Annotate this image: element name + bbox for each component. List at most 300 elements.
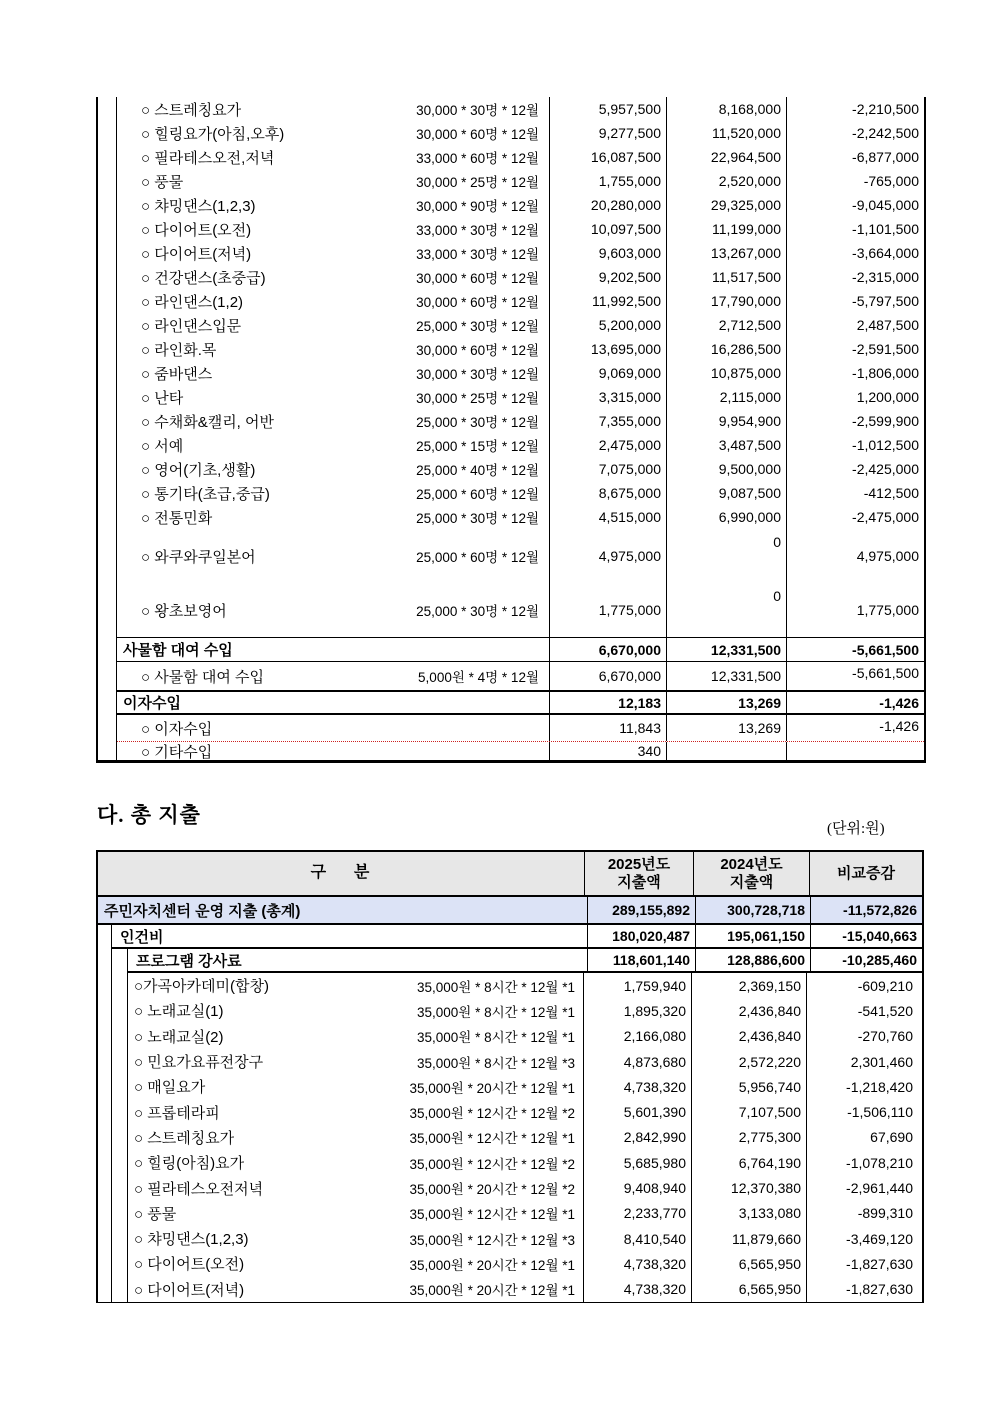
category-cell: [128, 973, 583, 998]
amount-2025: 1,775,000: [549, 583, 666, 637]
indent-cell: [112, 1125, 128, 1150]
amount-2025: 7,075,000: [549, 457, 666, 481]
amount-2025: 4,515,000: [549, 505, 666, 529]
row-body: [117, 637, 924, 662]
indent-cell: [98, 193, 117, 217]
amount-2025: 12,183: [549, 692, 666, 713]
indent-cell: [98, 973, 112, 998]
category-cell: [117, 433, 549, 457]
row-body: [117, 217, 924, 241]
indent-cell: [98, 690, 117, 715]
amount-diff: -2,242,500: [786, 121, 924, 145]
amount-diff: -5,661,500: [786, 638, 924, 661]
indent-cell: [98, 1049, 112, 1074]
amount-2024: 6,990,000: [666, 505, 786, 529]
indent-cell: [112, 1251, 128, 1276]
row-label: ○ 사물함 대여 수입: [141, 668, 264, 686]
indent-cell: [98, 1150, 112, 1175]
amount-diff: [786, 742, 924, 760]
calc-formula: 30,000 * 60명 * 12월: [416, 295, 539, 310]
category-cell: [117, 529, 549, 583]
row-body: [117, 313, 924, 337]
amount-2025: 340: [549, 742, 666, 760]
calc-formula: 35,000원 * 12시간 * 12월 *1: [409, 1131, 575, 1147]
amount-2024: 29,325,000: [666, 193, 786, 217]
indent-cell: [98, 1226, 112, 1251]
amount-2024: 2,436,840: [691, 1024, 806, 1049]
amount-diff: -1,078,210: [806, 1150, 918, 1175]
calc-formula: 35,000원 * 20시간 * 12월 *1: [409, 1257, 575, 1273]
amount-diff: -1,506,110: [806, 1099, 918, 1124]
indent-cell: [98, 1277, 112, 1302]
calc-formula: 30,000 * 60명 * 12월: [416, 271, 539, 286]
header-2025-line2: 지출액: [617, 873, 661, 891]
row-body: [117, 97, 924, 121]
indent-cell: [98, 583, 117, 637]
calc-formula: 25,000 * 60명 * 12월: [416, 550, 539, 565]
row-body: [112, 925, 922, 949]
row-body: [117, 265, 924, 289]
category-cell: [117, 217, 549, 241]
row-label: ○ 건강댄스(초중급): [141, 269, 266, 287]
row-body: [117, 457, 924, 481]
category-cell: [128, 1125, 583, 1150]
row-label: ○ 풍물: [134, 1205, 177, 1223]
indent-cell: [98, 998, 112, 1023]
row-body: [117, 337, 924, 361]
amount-2025: 4,738,320: [583, 1074, 691, 1099]
category-cell: [128, 1024, 583, 1049]
category-cell: [128, 949, 587, 971]
table-row: [98, 637, 924, 662]
amount-2024: 3,487,500: [666, 433, 786, 457]
amount-2024: 17,790,000: [666, 289, 786, 313]
amount-diff: -10,285,460: [810, 949, 922, 971]
table-row: [98, 897, 922, 925]
indent-cell: [98, 289, 117, 313]
row-body: [117, 385, 924, 409]
row-body: [117, 481, 924, 505]
indent-cell: [98, 505, 117, 529]
amount-diff: -6,877,000: [786, 145, 924, 169]
calc-formula: 30,000 * 25명 * 12월: [416, 175, 539, 190]
calc-formula: 35,000원 * 8시간 * 12월 *1: [416, 979, 575, 995]
table-row: [98, 193, 924, 217]
indent-cell: [112, 1175, 128, 1200]
unit-note: (단위:원): [827, 821, 885, 837]
amount-2025: 8,675,000: [549, 481, 666, 505]
table-row: [98, 289, 924, 313]
amount-diff: -1,101,500: [786, 217, 924, 241]
row-label: ○ 줌바댄스: [141, 365, 213, 383]
indent-cell: [112, 973, 128, 998]
amount-2025: 180,020,487: [587, 925, 695, 947]
amount-diff: -9,045,000: [786, 193, 924, 217]
header-2024-line1: 2024년도: [720, 856, 783, 874]
indent-cell: [98, 361, 117, 385]
amount-diff: -2,591,500: [786, 337, 924, 361]
indent-cell: [98, 145, 117, 169]
indent-cell: [98, 925, 112, 949]
amount-2025: 2,475,000: [549, 433, 666, 457]
row-label: ○ 왕초보영어: [141, 602, 227, 620]
calc-formula: 35,000원 * 12시간 * 12월 *2: [409, 1106, 575, 1122]
row-body: [117, 529, 924, 583]
calc-formula: 35,000원 * 12시간 * 12월 *2: [409, 1156, 575, 1172]
table-row: [98, 433, 924, 457]
row-label: ○가곡아카데미(합창): [134, 978, 269, 996]
expense-table-header: [98, 852, 922, 897]
row-label: ○ 풍물: [141, 173, 184, 191]
category-cell: [117, 715, 549, 741]
row-label: ○ 전통민화: [141, 509, 213, 527]
table-row: [98, 241, 924, 265]
amount-diff: -1,426: [786, 692, 924, 713]
amount-diff: -1,827,630: [806, 1277, 918, 1302]
amount-2024: 2,520,000: [666, 169, 786, 193]
table-row: [98, 217, 924, 241]
table-row: [98, 742, 924, 760]
amount-diff: -3,469,120: [806, 1226, 918, 1251]
table-row: [98, 265, 924, 289]
category-cell: [117, 97, 549, 121]
calc-formula: 35,000원 * 8시간 * 12월 *1: [416, 1004, 575, 1020]
header-diff: 비교증감: [809, 852, 922, 895]
amount-diff: -2,475,000: [786, 505, 924, 529]
income-table: [96, 97, 926, 763]
indent-cell: [112, 1049, 128, 1074]
calc-formula: 33,000 * 60명 * 12월: [416, 151, 539, 166]
amount-2024: 128,886,600: [695, 949, 810, 971]
category-cell: [117, 361, 549, 385]
amount-2025: 2,233,770: [583, 1201, 691, 1226]
amount-2025: 10,097,500: [549, 217, 666, 241]
amount-2024: 22,964,500: [666, 145, 786, 169]
row-body: [117, 690, 924, 715]
expense-table: [96, 850, 924, 1303]
row-body: [117, 169, 924, 193]
calc-formula: 35,000원 * 8시간 * 12월 *3: [416, 1055, 575, 1071]
amount-2024: 2,115,000: [666, 385, 786, 409]
row-label: ○ 챠밍댄스(1,2,3): [141, 197, 256, 215]
amount-2024: 300,728,718: [695, 897, 810, 923]
amount-2025: 5,685,980: [583, 1150, 691, 1175]
amount-2025: 1,755,000: [549, 169, 666, 193]
amount-2024: 6,565,950: [691, 1251, 806, 1276]
section-title: 다. 총 지출: [97, 803, 201, 827]
amount-2025: 118,601,140: [587, 949, 695, 971]
indent-cell: [98, 1125, 112, 1150]
amount-2025: 4,738,320: [583, 1251, 691, 1276]
row-body: [117, 361, 924, 385]
calc-formula: 35,000원 * 20시간 * 12월 *1: [409, 1283, 575, 1299]
row-label: 인건비: [120, 928, 164, 946]
indent-cell: [98, 409, 117, 433]
row-body: [117, 433, 924, 457]
indent-cell: [112, 1277, 128, 1302]
row-label: ○ 수채화&캘리, 어반: [141, 413, 274, 431]
amount-2025: 11,992,500: [549, 289, 666, 313]
calc-formula: 30,000 * 60명 * 12월: [416, 343, 539, 358]
category-cell: [117, 385, 549, 409]
row-label: 프로그램 강사료: [136, 952, 242, 970]
amount-2024: 13,267,000: [666, 241, 786, 265]
row-label: ○ 기타수입: [141, 743, 213, 761]
amount-diff: -2,315,000: [786, 265, 924, 289]
calc-formula: 30,000 * 30명 * 12월: [416, 103, 539, 118]
amount-2024: 5,956,740: [691, 1074, 806, 1099]
category-cell: [128, 1226, 583, 1251]
row-body: [117, 742, 924, 760]
expense-table-body: [98, 897, 922, 1302]
amount-diff: -5,797,500: [786, 289, 924, 313]
amount-2024: 2,436,840: [691, 998, 806, 1023]
category-cell: [117, 692, 549, 713]
amount-diff: 2,301,460: [806, 1049, 918, 1074]
row-body: [117, 409, 924, 433]
amount-2025: 5,957,500: [549, 97, 666, 121]
row-body: [128, 949, 922, 973]
amount-2024: 6,764,190: [691, 1150, 806, 1175]
calc-formula: 25,000 * 30명 * 12월: [416, 511, 539, 526]
indent-cell: [98, 433, 117, 457]
calc-formula: 30,000 * 60명 * 12월: [416, 127, 539, 142]
amount-2024: 11,517,500: [666, 265, 786, 289]
category-cell: [128, 1099, 583, 1124]
table-row: [98, 998, 922, 1023]
indent-cell: [98, 97, 117, 121]
amount-2025: 9,202,500: [549, 265, 666, 289]
amount-2024: 9,954,900: [666, 409, 786, 433]
amount-diff: -2,961,440: [806, 1175, 918, 1200]
table-row: [98, 1226, 922, 1251]
amount-2024: 6,565,950: [691, 1277, 806, 1302]
amount-2024: 0: [666, 529, 786, 583]
row-label: ○ 필라테스오전,저녁: [141, 149, 275, 167]
amount-2025: 4,738,320: [583, 1277, 691, 1302]
amount-diff: -15,040,663: [810, 925, 922, 947]
indent-cell: [112, 1024, 128, 1049]
indent-cell: [112, 1074, 128, 1099]
calc-formula: 25,000 * 60명 * 12월: [416, 487, 539, 502]
row-label: ○ 필라테스오전저녁: [134, 1180, 264, 1198]
table-row: [98, 1201, 922, 1226]
category-cell: [128, 998, 583, 1023]
calc-formula: 35,000원 * 8시간 * 12월 *1: [416, 1030, 575, 1046]
amount-diff: -609,210: [806, 973, 918, 998]
row-label: ○ 라인댄스(1,2): [141, 293, 244, 311]
header-2025-expense: [584, 852, 693, 895]
table-row: [98, 385, 924, 409]
indent-cell: [98, 662, 117, 690]
indent-cell: [112, 949, 128, 973]
amount-2024: 13,269: [666, 715, 786, 741]
table-row: [98, 313, 924, 337]
category-cell: [117, 337, 549, 361]
amount-2024: 2,775,300: [691, 1125, 806, 1150]
amount-2025: 1,759,940: [583, 973, 691, 998]
row-label: ○ 다이어트(오전): [134, 1256, 245, 1274]
row-label: ○ 노래교실(1): [134, 1003, 224, 1021]
indent-cell: [98, 1074, 112, 1099]
category-cell: [128, 1175, 583, 1200]
category-cell: [117, 457, 549, 481]
amount-diff: 1,200,000: [786, 385, 924, 409]
calc-formula: 25,000 * 30명 * 12월: [416, 415, 539, 430]
calc-formula: 33,000 * 30명 * 12월: [416, 247, 539, 262]
row-label: ○ 통기타(초급,중급): [141, 485, 270, 503]
indent-cell: [112, 1099, 128, 1124]
amount-2025: 9,069,000: [549, 361, 666, 385]
row-label: ○ 다이어트(오전): [141, 221, 252, 239]
amount-2025: 2,842,990: [583, 1125, 691, 1150]
amount-diff: -1,012,500: [786, 433, 924, 457]
amount-diff: -2,210,500: [786, 97, 924, 121]
calc-formula: 30,000 * 90명 * 12월: [416, 199, 539, 214]
amount-2025: 6,670,000: [549, 662, 666, 690]
row-label: 주민자치센터 운영 지출 (총계): [104, 902, 301, 920]
indent-cell: [112, 1226, 128, 1251]
amount-diff: -412,500: [786, 481, 924, 505]
indent-cell: [112, 1201, 128, 1226]
table-row: [98, 457, 924, 481]
amount-2024: 2,572,220: [691, 1049, 806, 1074]
row-body: [117, 145, 924, 169]
calc-formula: 30,000 * 25명 * 12월: [416, 391, 539, 406]
category-cell: [117, 313, 549, 337]
amount-diff: -2,425,000: [786, 457, 924, 481]
amount-diff: -11,572,826: [810, 897, 922, 923]
indent-cell: [98, 529, 117, 583]
category-cell: [128, 1251, 583, 1276]
indent-cell: [98, 1175, 112, 1200]
table-row: [98, 1251, 922, 1276]
table-row: [98, 949, 922, 973]
row-label: ○ 라인댄스입문: [141, 317, 242, 335]
table-row: [98, 1024, 922, 1049]
amount-2024: 11,879,660: [691, 1226, 806, 1251]
row-body: [117, 505, 924, 529]
calc-formula: 35,000원 * 20시간 * 12월 *1: [409, 1080, 575, 1096]
calc-formula: 25,000 * 40명 * 12월: [416, 463, 539, 478]
table-row: [98, 529, 924, 583]
amount-2024: 2,712,500: [666, 313, 786, 337]
row-label: ○ 노래교실(2): [134, 1028, 224, 1046]
amount-2025: 4,975,000: [549, 529, 666, 583]
amount-diff: 2,487,500: [786, 313, 924, 337]
amount-2025: 4,873,680: [583, 1049, 691, 1074]
amount-diff: -2,599,900: [786, 409, 924, 433]
amount-2025: 5,200,000: [549, 313, 666, 337]
row-label: ○ 난타: [141, 389, 184, 407]
indent-cell: [98, 457, 117, 481]
amount-2025: 9,277,500: [549, 121, 666, 145]
amount-2025: 3,315,000: [549, 385, 666, 409]
row-label: ○ 힐링(아침)요가: [134, 1155, 245, 1173]
category-cell: [117, 289, 549, 313]
calc-formula: 35,000원 * 20시간 * 12월 *2: [409, 1182, 575, 1198]
row-label: ○ 와쿠와쿠일본어: [141, 548, 256, 566]
amount-2024: 12,331,500: [666, 638, 786, 661]
calc-formula: 30,000 * 30명 * 12월: [416, 367, 539, 382]
table-row: [98, 583, 924, 637]
row-label: ○ 프롭테라피: [134, 1104, 220, 1122]
row-body: [117, 715, 924, 742]
category-cell: [117, 145, 549, 169]
row-label: ○ 힐링요가(아침,오후): [141, 125, 285, 143]
amount-2025: 2,166,080: [583, 1024, 691, 1049]
table-row: [98, 121, 924, 145]
amount-2024: 9,500,000: [666, 457, 786, 481]
table-row: [98, 97, 924, 121]
amount-2024: 13,269: [666, 692, 786, 713]
indent-cell: [98, 313, 117, 337]
calc-formula: 25,000 * 15명 * 12월: [416, 439, 539, 454]
category-cell: [117, 742, 549, 760]
row-body: [117, 121, 924, 145]
indent-cell: [112, 998, 128, 1023]
row-label: ○ 다이어트(저녁): [134, 1281, 245, 1299]
amount-2025: 8,410,540: [583, 1226, 691, 1251]
amount-diff: -1,426: [786, 715, 924, 741]
table-row: [98, 973, 922, 998]
amount-2025: 7,355,000: [549, 409, 666, 433]
table-row: [98, 1125, 922, 1150]
table-row: [98, 1074, 922, 1099]
row-label: ○ 다이어트(저녁): [141, 245, 252, 263]
amount-2025: 13,695,000: [549, 337, 666, 361]
amount-diff: -1,806,000: [786, 361, 924, 385]
indent-cell: [98, 337, 117, 361]
indent-cell: [98, 1024, 112, 1049]
amount-diff: 4,975,000: [786, 529, 924, 583]
indent-cell: [98, 241, 117, 265]
indent-cell: [98, 742, 117, 760]
table-row: [98, 925, 922, 949]
row-label: ○ 민요가요퓨전장구: [134, 1054, 264, 1072]
amount-diff: -1,218,420: [806, 1074, 918, 1099]
calc-formula: 35,000원 * 12시간 * 12월 *3: [409, 1232, 575, 1248]
category-cell: [128, 1074, 583, 1099]
amount-diff: -5,661,500: [786, 662, 924, 690]
category-cell: [117, 583, 549, 637]
amount-2024: 0: [666, 583, 786, 637]
row-label: 이자수입: [123, 695, 181, 712]
row-label: ○ 스트레칭요가: [141, 101, 242, 119]
header-2024-expense: [693, 852, 809, 895]
amount-2025: 11,843: [549, 715, 666, 741]
table-row: [98, 662, 924, 690]
amount-2024: 195,061,150: [695, 925, 810, 947]
amount-2024: 9,087,500: [666, 481, 786, 505]
indent-cell: [98, 1251, 112, 1276]
amount-diff: 67,690: [806, 1125, 918, 1150]
amount-2024: 12,370,380: [691, 1175, 806, 1200]
indent-cell: [98, 481, 117, 505]
amount-diff: -1,827,630: [806, 1251, 918, 1276]
amount-2025: 289,155,892: [587, 897, 695, 923]
row-body: [117, 193, 924, 217]
indent-cell: [98, 715, 117, 742]
calc-formula: 5,000원 * 4명 * 12월: [418, 670, 539, 685]
indent-cell: [112, 1150, 128, 1175]
table-row: [98, 1049, 922, 1074]
table-row: [98, 1099, 922, 1124]
table-row: [98, 337, 924, 361]
amount-diff: -270,760: [806, 1024, 918, 1049]
amount-diff: -899,310: [806, 1201, 918, 1226]
amount-2025: 9,408,940: [583, 1175, 691, 1200]
